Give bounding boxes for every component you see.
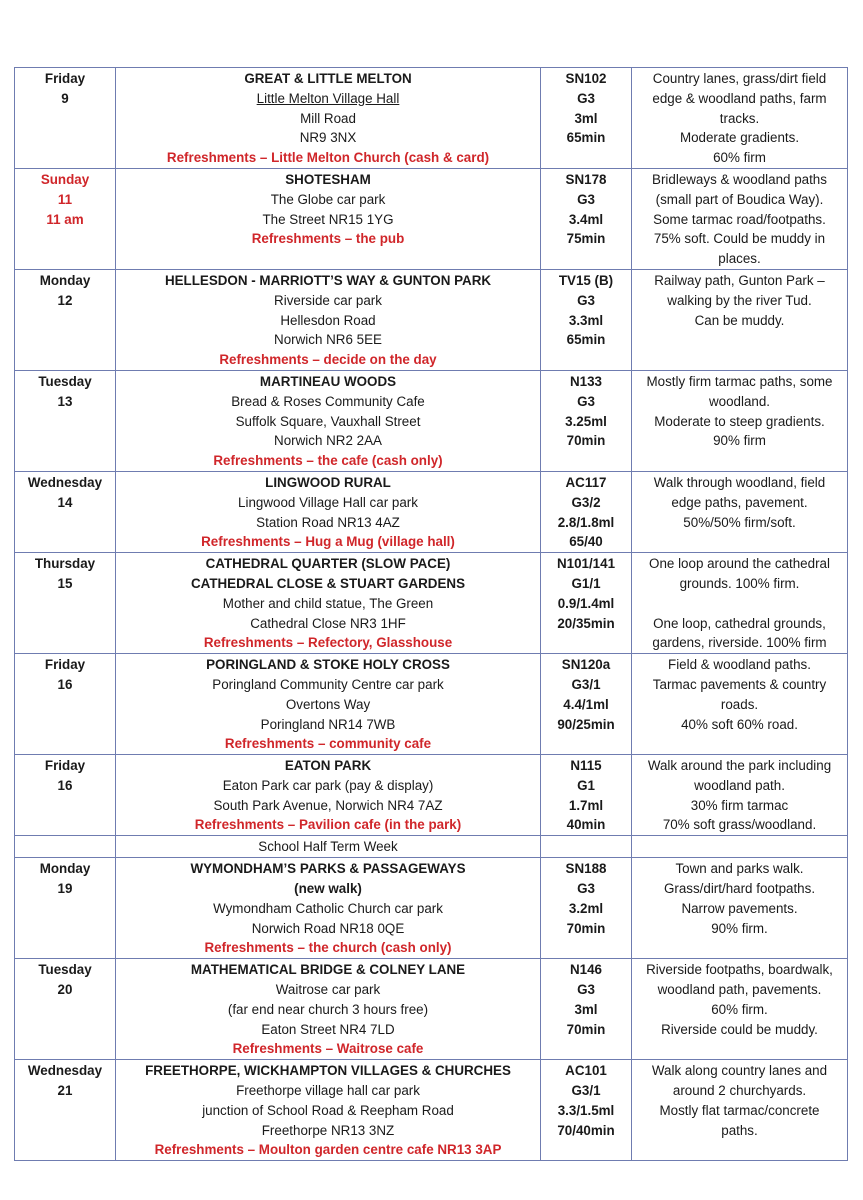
walk-duration: 70/40min	[557, 1122, 615, 1138]
walk-address-line: Bread & Roses Community Cafe	[231, 393, 425, 409]
walk-details-cell	[541, 755, 632, 836]
walk-distance: 3ml	[574, 110, 598, 126]
half-term-row	[15, 836, 848, 858]
walk-note-line: Riverside footpaths, boardwalk,	[646, 962, 833, 978]
walk-code: SN102	[565, 71, 607, 86]
walk-day: Tuesday	[38, 962, 92, 978]
walk-refreshments: Refreshments – Pavilion cafe (in the park)	[194, 817, 462, 833]
day-cell	[15, 269, 116, 370]
walk-info-cell	[116, 68, 541, 169]
walk-date: 15	[57, 575, 73, 591]
walk-address-line: The Street NR15 1YG	[262, 211, 394, 227]
walk-details-cell	[541, 471, 632, 552]
walk-info-cell	[116, 959, 541, 1060]
walk-info-cell	[116, 370, 541, 471]
walk-note-line: Town and parks walk.	[675, 861, 804, 877]
day-cell	[15, 471, 116, 552]
walk-distance: 0.9/1.4ml	[557, 595, 615, 611]
walk-code: N133	[569, 373, 602, 389]
empty-cell	[15, 836, 116, 858]
walk-date: 21	[57, 1083, 73, 1099]
walk-address-line: The Globe car park	[270, 191, 386, 207]
walk-notes-cell	[632, 755, 848, 836]
walk-grade: G3	[577, 393, 595, 409]
walk-info-cell	[116, 858, 541, 959]
day-cell	[15, 654, 116, 755]
walk-address-line: Overtons Way	[285, 696, 371, 712]
walk-day: Friday	[44, 758, 86, 774]
walk-address-line: Hellesdon Road	[280, 312, 376, 328]
walk-row	[15, 168, 848, 269]
walk-note-line: 90% firm	[713, 433, 766, 449]
walk-note-line: grounds. 100% firm.	[679, 575, 800, 591]
walk-note-line: Moderate to steep gradients.	[654, 413, 825, 429]
walk-note-line: edge & woodland paths, farm	[652, 90, 827, 106]
walk-address-line: South Park Avenue, Norwich NR4 7AZ	[213, 797, 443, 813]
walk-note-line: Grass/dirt/hard footpaths.	[663, 881, 816, 897]
walk-notes-cell	[632, 959, 848, 1060]
walk-row	[15, 68, 848, 169]
walk-day: Thursday	[34, 556, 96, 572]
walk-time: 11 am	[46, 211, 84, 227]
walk-note-line: Bridleways & woodland paths	[652, 171, 827, 187]
walk-notes-cell	[632, 269, 848, 370]
walk-title: HELLESDON - MARRIOTT’S WAY & GUNTON PARK	[164, 272, 492, 288]
walk-address-line: junction of School Road & Reepham Road	[202, 1102, 454, 1118]
day-cell	[15, 68, 116, 169]
walk-distance: 3.3/1.5ml	[557, 1102, 615, 1118]
walk-distance: 3.2ml	[568, 900, 604, 916]
walk-notes-cell	[632, 654, 848, 755]
walk-note-line: woodland path.	[694, 777, 785, 793]
walk-notes-cell	[632, 68, 848, 169]
walk-address-line: Freethorpe village hall car park	[236, 1083, 420, 1099]
walk-date: 12	[57, 292, 73, 308]
walk-note-line: Tarmac pavements & country	[652, 676, 827, 692]
walk-grade: G3	[577, 292, 595, 308]
walk-row	[15, 654, 848, 755]
walk-date: 14	[57, 494, 73, 510]
walk-day: Friday	[44, 71, 86, 86]
walk-row	[15, 471, 848, 552]
walk-address-line: Freethorpe NR13 3NZ	[261, 1122, 395, 1138]
walk-code: AC117	[565, 474, 607, 490]
walk-refreshments: Refreshments – the cafe (cash only)	[213, 453, 443, 469]
blank-line	[636, 594, 843, 614]
walk-address-line: Norwich NR6 5EE	[274, 332, 382, 348]
walk-info-cell	[116, 471, 541, 552]
walk-address-line: Norwich NR2 2AA	[274, 433, 382, 449]
walk-grade: G3	[577, 881, 595, 897]
walk-day: Wednesday	[27, 1063, 103, 1079]
day-cell	[15, 858, 116, 959]
walk-address-line: Waitrose car park	[275, 982, 381, 998]
walk-date: 16	[57, 777, 73, 793]
walk-title: (new walk)	[294, 881, 362, 897]
walk-title: FREETHORPE, WICKHAMPTON VILLAGES & CHURCHES	[145, 1063, 511, 1079]
walk-date: 9	[61, 90, 69, 106]
walk-note-line: Moderate gradients.	[679, 130, 800, 146]
walk-note-line: places.	[718, 251, 761, 267]
walk-note-line: paths.	[721, 1122, 758, 1138]
half-term-note: School Half Term Week	[258, 839, 398, 855]
empty-cell	[632, 836, 848, 858]
walk-address-line: Lingwood Village Hall car park	[238, 494, 418, 510]
walk-note-line: Can be muddy.	[694, 312, 785, 328]
walk-day: Friday	[44, 657, 86, 673]
walk-distance: 2.8/1.8ml	[557, 514, 615, 530]
walk-details-cell	[541, 168, 632, 269]
walk-duration: 40min	[566, 817, 606, 833]
walk-notes-cell	[632, 370, 848, 471]
walk-schedule-table	[14, 67, 848, 1161]
walk-note-line: One loop around the cathedral	[649, 556, 830, 572]
empty-cell	[541, 836, 632, 858]
walk-note-line: Field & woodland paths.	[668, 657, 811, 673]
walk-note-line: 50%/50% firm/soft.	[683, 514, 796, 530]
walk-address-line: Poringland Community Centre car park	[212, 676, 444, 692]
walk-refreshments: Refreshments – decide on the day	[219, 352, 437, 368]
walk-info-cell	[116, 269, 541, 370]
walk-refreshments: Refreshments – the church (cash only)	[204, 940, 452, 956]
walk-address-line: Cathedral Close NR3 1HF	[250, 615, 406, 631]
walk-row	[15, 755, 848, 836]
walk-grade: G3	[577, 982, 595, 998]
walk-info-cell	[116, 168, 541, 269]
walk-refreshments: Refreshments – Waitrose cafe	[232, 1041, 424, 1057]
walk-note-line: 70% soft grass/woodland.	[662, 817, 817, 833]
walk-note-line: woodland.	[708, 393, 771, 409]
walk-note-line: One loop, cathedral grounds,	[653, 615, 826, 631]
walk-note-line: edge paths, pavement.	[671, 494, 808, 510]
walk-title: MARTINEAU WOODS	[259, 373, 397, 389]
walk-date: 11	[57, 191, 73, 207]
walk-refreshments: Refreshments – community cafe	[224, 736, 432, 752]
walk-date: 16	[57, 676, 73, 692]
walk-duration: 70min	[566, 433, 606, 449]
walk-duration: 70min	[566, 920, 606, 936]
walk-day: Wednesday	[27, 474, 103, 490]
walk-address-line: Poringland NR14 7WB	[260, 716, 396, 732]
walk-day: Sunday	[40, 171, 90, 187]
walk-note-line: tracks.	[719, 110, 760, 126]
walk-details-cell	[541, 858, 632, 959]
walk-note-line: Walk around the park including	[647, 758, 832, 774]
walk-distance: 3ml	[574, 1001, 598, 1017]
walk-note-line: around 2 churchyards.	[672, 1083, 807, 1099]
walk-note-line: Some tarmac road/footpaths.	[653, 211, 826, 227]
day-cell	[15, 370, 116, 471]
walk-duration: 75min	[566, 231, 606, 247]
walk-grade: G3	[577, 191, 595, 207]
walk-duration: 90/25min	[557, 716, 615, 732]
walk-details-cell	[541, 959, 632, 1060]
walk-details-cell	[541, 68, 632, 169]
walk-address-line: Eaton Park car park (pay & display)	[222, 777, 434, 793]
walk-note-line: 90% firm.	[711, 920, 768, 936]
walk-title: MATHEMATICAL BRIDGE & COLNEY LANE	[190, 962, 466, 978]
walk-title: GREAT & LITTLE MELTON	[244, 71, 412, 86]
walk-details-cell	[541, 1060, 632, 1161]
day-cell	[15, 959, 116, 1060]
walk-title: PORINGLAND & STOKE HOLY CROSS	[206, 657, 450, 673]
walk-title: CATHEDRAL QUARTER (SLOW PACE)	[205, 556, 451, 572]
walk-row	[15, 269, 848, 370]
half-term-cell	[116, 836, 541, 858]
walk-info-cell	[116, 553, 541, 654]
walk-note-line: 60% firm.	[711, 1001, 768, 1017]
walk-refreshments: Refreshments – Moulton garden centre cafe NR13 3AP	[154, 1142, 502, 1158]
walk-title: CATHEDRAL CLOSE & STUART GARDENS	[190, 575, 466, 591]
walk-address-line: Eaton Street NR4 7LD	[261, 1021, 395, 1037]
walk-address-line: Norwich Road NR18 0QE	[251, 920, 405, 936]
walk-note-line: (small part of Boudica Way).	[655, 191, 824, 207]
walk-note-line: Mostly flat tarmac/concrete	[659, 1102, 820, 1118]
walk-row	[15, 1060, 848, 1161]
walk-grade: G3	[577, 90, 595, 106]
walk-note-line: Riverside could be muddy.	[661, 1021, 818, 1037]
walk-note-line: 60% firm	[713, 150, 766, 166]
walk-info-cell	[116, 1060, 541, 1161]
walk-info-cell	[116, 654, 541, 755]
walk-note-line: Railway path, Gunton Park –	[654, 272, 825, 288]
walk-notes-cell	[632, 858, 848, 959]
walk-note-line: gardens, riverside. 100% firm	[652, 635, 827, 651]
walk-note-line: Mostly firm tarmac paths, some	[646, 373, 833, 389]
walk-grade: G1/1	[571, 575, 601, 591]
walk-code: N115	[570, 758, 602, 774]
walk-distance: 3.4ml	[568, 211, 604, 227]
walk-note-line: woodland path, pavements.	[657, 982, 822, 998]
walk-schedule-body	[15, 68, 848, 1161]
walk-row	[15, 553, 848, 654]
walk-note-line: 30% firm tarmac	[690, 797, 789, 813]
walk-note-line: 75% soft. Could be muddy in	[653, 231, 826, 247]
walk-duration: 65min	[566, 130, 606, 146]
walk-duration: 65/40	[569, 534, 603, 550]
walk-address-line: NR9 3NX	[299, 130, 357, 146]
walk-grade: G1	[577, 777, 595, 793]
walk-notes-cell	[632, 1060, 848, 1161]
walk-duration: 65min	[566, 332, 606, 348]
walk-day: Monday	[39, 861, 91, 877]
walk-distance: 3.3ml	[568, 312, 604, 328]
walk-distance: 4.4/1ml	[563, 696, 609, 712]
walk-note-line: Walk through woodland, field	[653, 474, 826, 490]
walk-duration: 20/35min	[557, 615, 615, 631]
walk-title: SHOTESHAM	[285, 171, 371, 187]
walk-row	[15, 959, 848, 1060]
walk-date: 20	[57, 982, 73, 998]
walk-note-line: Country lanes, grass/dirt field	[652, 71, 827, 86]
walk-row	[15, 858, 848, 959]
day-cell	[15, 755, 116, 836]
walk-details-cell	[541, 553, 632, 654]
walk-date: 19	[57, 881, 73, 897]
walk-title: WYMONDHAM’S PARKS & PASSAGEWAYS	[190, 861, 466, 877]
walk-code: SN188	[565, 861, 607, 877]
walk-refreshments: Refreshments – Refectory, Glasshouse	[203, 635, 453, 651]
walk-row	[15, 370, 848, 471]
walk-day: Tuesday	[38, 373, 92, 389]
walk-title: EATON PARK	[284, 758, 372, 774]
walk-refreshments: Refreshments – Hug a Mug (village hall)	[201, 534, 455, 550]
walk-grade: G3/1	[571, 676, 601, 692]
walk-grade: G3/2	[571, 494, 601, 510]
walk-grade: G3/1	[571, 1083, 601, 1099]
walk-address-line: Wymondham Catholic Church car park	[213, 900, 443, 916]
walk-distance: 1.7ml	[568, 797, 604, 813]
day-cell	[15, 553, 116, 654]
walk-refreshments: Refreshments – Little Melton Church (cash & card)	[166, 150, 490, 166]
walk-day: Monday	[39, 272, 91, 288]
walk-address-line: Suffolk Square, Vauxhall Street	[235, 413, 421, 429]
walk-code: TV15 (B)	[558, 272, 614, 288]
walk-note-line: Walk along country lanes and	[651, 1063, 828, 1079]
day-cell	[15, 1060, 116, 1161]
walk-address-line: Riverside car park	[274, 292, 382, 308]
walk-address-line: Mill Road	[300, 110, 356, 126]
walk-code: N146	[569, 962, 602, 978]
walk-notes-cell	[632, 471, 848, 552]
walk-details-cell	[541, 370, 632, 471]
walk-date: 13	[57, 393, 73, 409]
day-cell	[15, 168, 116, 269]
walk-address-line: Mother and child statue, The Green	[222, 595, 434, 611]
walk-notes-cell	[632, 168, 848, 269]
walk-notes-cell	[632, 553, 848, 654]
walk-note-line: Narrow pavements.	[681, 900, 798, 916]
walk-code: AC101	[565, 1063, 607, 1079]
walk-details-cell	[541, 654, 632, 755]
walk-address-line: (far end near church 3 hours free)	[227, 1001, 429, 1017]
walk-duration: 70min	[566, 1021, 606, 1037]
walk-code: SN120a	[561, 657, 611, 673]
walk-details-cell	[541, 269, 632, 370]
walk-address-line: Station Road NR13 4AZ	[256, 514, 400, 530]
walk-note-line: walking by the river Tud.	[667, 292, 812, 308]
walk-venue: Little Melton Village Hall	[256, 90, 400, 106]
walk-note-line: 40% soft 60% road.	[681, 716, 798, 732]
walk-note-line: roads.	[720, 696, 759, 712]
walk-refreshments: Refreshments – the pub	[251, 231, 405, 247]
walk-distance: 3.25ml	[565, 413, 607, 429]
walk-info-cell	[116, 755, 541, 836]
walk-title: LINGWOOD RURAL	[265, 474, 391, 490]
walk-code: N101/141	[556, 556, 616, 572]
walk-code: SN178	[565, 171, 607, 187]
